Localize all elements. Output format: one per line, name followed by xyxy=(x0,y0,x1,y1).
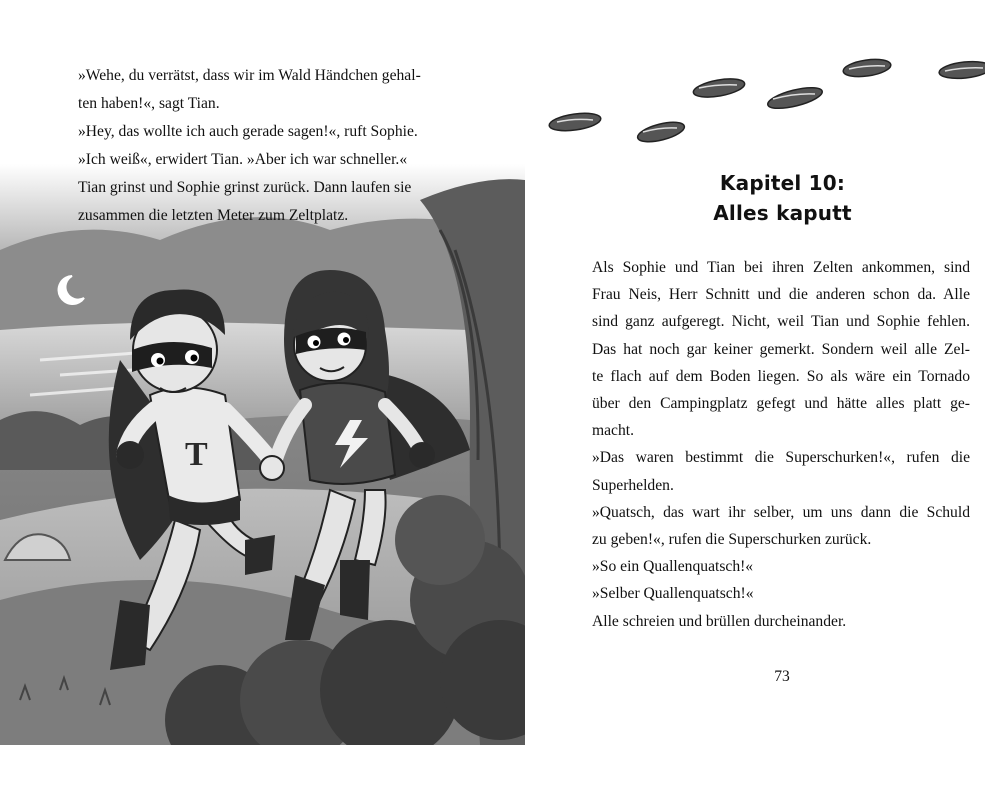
chapter-name: Alles kaputt xyxy=(713,201,852,225)
left-line-4: »Ich weiß«, erwidert Tian. »Aber ich war schneller.« xyxy=(78,151,408,168)
left-page-text xyxy=(78,62,473,230)
left-line-1: »Wehe, du verrätst, dass wir im Wald Händchen gehal- xyxy=(78,67,421,84)
left-line-6: zusammen die letzten Meter zum Zeltplatz. xyxy=(78,207,349,224)
page-number: 73 xyxy=(774,668,790,685)
right-line: Als Sophie und Tian bei ihren Zelten ankommen, sind xyxy=(592,259,970,276)
right-line: »So ein Quallenquatsch!« xyxy=(592,558,754,576)
right-line: »Quatsch, das wart ihr selber, um uns dann die Schuld xyxy=(592,503,970,521)
right-line: Alle schreien und brüllen durcheinander. xyxy=(592,612,847,630)
right-line: Das hat noch gar keiner gemerkt. Sondern weil alle Zel- xyxy=(592,340,970,358)
right-line: Frau Neis, Herr Schnitt und die anderen schon da. Alle xyxy=(592,286,970,304)
right-line: über den Campingplatz gefegt und hätte alles platt ge- xyxy=(592,395,970,413)
footprints-decoration xyxy=(545,52,985,152)
footprint-icon xyxy=(938,59,985,80)
right-line: zu geben!«, rufen die Superschurken zurück. xyxy=(592,531,872,549)
footprint-icon xyxy=(548,110,602,133)
right-line: »Selber Quallenquatsch!« xyxy=(592,585,754,603)
right-page-text xyxy=(592,254,970,635)
chapter-number: Kapitel 10: xyxy=(719,171,846,195)
boy-chest-letter: T xyxy=(185,436,208,473)
left-line-5: Tian grinst und Sophie grinst zurück. Dann laufen sie xyxy=(78,179,412,196)
right-line: »Das waren bestimmt die Superschurken!«, rufen die xyxy=(592,449,970,467)
chapter-title xyxy=(600,168,965,228)
right-line: Superhelden. xyxy=(592,476,674,494)
left-line-2: ten haben!«, sagt Tian. xyxy=(78,95,220,112)
right-line: sind ganz aufgeregt. Nicht, weil Tian und Sophie fehlen. xyxy=(592,313,970,331)
right-line: te flach auf dem Boden liegen. So als wäre ein Tornado xyxy=(592,367,970,385)
footprint-icon xyxy=(842,57,892,80)
left-line-3: »Hey, das wollte ich auch gerade sagen!«, ruft Sophie. xyxy=(78,123,418,140)
right-line: macht. xyxy=(592,422,634,440)
